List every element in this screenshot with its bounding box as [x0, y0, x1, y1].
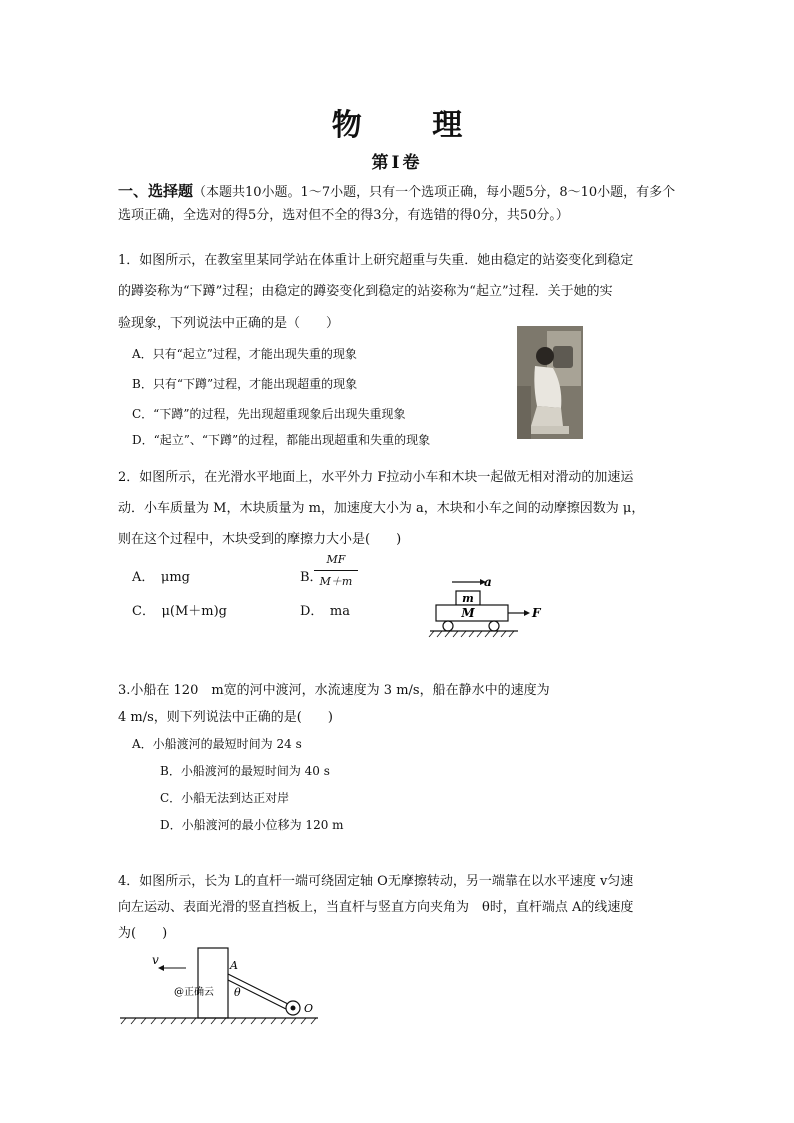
q2-line2: 动．小车质量为 M，木块质量为 m，加速度大小为 a，木块和小车之间的动摩擦因数为 μ， [118, 501, 645, 516]
q2-option-a: A． μmg [132, 570, 190, 585]
q2-option-b-label: B． [300, 570, 323, 585]
fig-label-theta: θ [234, 986, 241, 999]
q2-line3: 则在这个过程中，木块受到的摩擦力大小是( ) [118, 532, 402, 547]
section-lead: 一、选择题 [118, 182, 194, 200]
q1-option-a: A．只有“起立”过程，才能出现失重的现象 [132, 347, 357, 361]
fig-label-M: M [461, 606, 475, 620]
rod-plate-figure [118, 944, 328, 1026]
q3-line1: 3.小船在 120 m宽的河中渡河，水流速度为 3 m/s，船在静水中的速度为 [118, 683, 550, 698]
q1-line2: 的蹲姿称为“下蹲”过程；由稳定的蹲姿变化到稳定的站姿称为“起立”过程．关于她的实 [118, 284, 613, 299]
q2-option-b-fraction-bar [314, 570, 358, 571]
q2-option-c: C． μ(M＋m)g [132, 604, 227, 619]
q4-line1: 4．如图所示，长为 L的直杆一端可绕固定轴 O无摩擦转动，另一端靠在以水平速度 v匀速 [118, 874, 634, 889]
fig-watermark: @正确云 [174, 987, 214, 998]
cart-block-figure [428, 572, 548, 638]
fig-label-m: m [462, 592, 474, 605]
fig-label-O: O [304, 1002, 314, 1015]
q3-line2: 4 m/s，则下列说法中正确的是( ) [118, 710, 333, 725]
q3-option-a: A．小船渡河的最短时间为 24 s [132, 737, 302, 751]
q2-option-d: D． ma [300, 604, 351, 619]
q2-option-b-denominator: M＋m [319, 575, 353, 588]
section-instructions [118, 180, 678, 227]
q3-option-b: B．小船渡河的最短时间为 40 s [160, 764, 330, 778]
q4-line2: 向左运动、表面光滑的竖直挡板上，当直杆与竖直方向夹角为 θ时，直杆端点 A的线速度 [118, 900, 634, 915]
q1-option-d: D．“起立”、“下蹲”的过程，都能出现超重和失重的现象 [132, 433, 431, 447]
q2-option-b-numerator: MF [326, 553, 346, 566]
section-rules: （本题共10小题。1～7小题，只有一个选项正确，每小题5分，8～10小题，有多个选项正确，全选对的得5分，选对但不全的得3分，有选错的得0分，共50分。） [118, 185, 676, 223]
fig-label-v: v [152, 953, 159, 967]
q4-line3: 为( ) [118, 926, 168, 941]
q2-line1: 2．如图所示，在光滑水平地面上，水平外力 F拉动小车和木块一起做无相对滑动的加速运 [118, 470, 634, 485]
q1-option-c: C．“下蹲”的过程，先出现超重现象后出现失重现象 [132, 407, 406, 421]
q1-line3: 验现象，下列说法中正确的是（ ） [118, 316, 340, 331]
q3-option-c: C．小船无法到达正对岸 [160, 791, 290, 805]
fig-label-a: a [484, 575, 492, 589]
section-subtitle: 第Ⅰ卷 [371, 153, 423, 173]
q1-option-b: B．只有“下蹲”过程，才能出现超重的现象 [132, 377, 358, 391]
q3-option-d: D．小船渡河的最小位移为 120 m [160, 818, 344, 832]
scale-photo [517, 326, 583, 439]
fig-label-F: F [532, 606, 541, 620]
q1-line1: 1．如图所示，在教室里某同学站在体重计上研究超重与失重．她由稳定的站姿变化到稳定 [118, 253, 634, 268]
page-title: 物 理 [331, 108, 493, 143]
fig-label-A: A [230, 959, 238, 972]
